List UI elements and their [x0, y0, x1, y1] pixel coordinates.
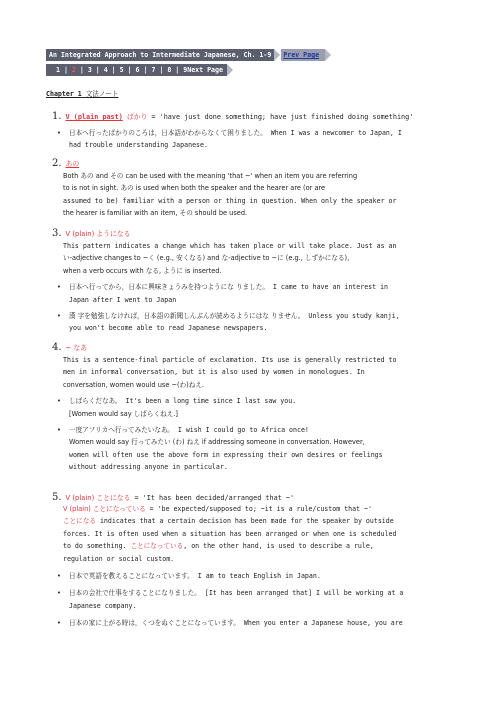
bullet-icon: •	[57, 397, 61, 406]
top-nav	[46, 49, 331, 61]
section-number: 3.	[52, 228, 62, 239]
example-en: I am to teach English in Japan.	[197, 572, 321, 581]
pattern: V (plain) ことになっている	[63, 505, 146, 513]
page-link-1[interactable]: 1	[56, 66, 60, 74]
page-link-3[interactable]: 3	[87, 66, 92, 74]
section-heading	[52, 229, 454, 239]
section-3	[52, 229, 454, 343]
section-number: 2.	[52, 158, 62, 169]
explanation	[63, 170, 454, 220]
meaning: = 'It has been decided/arranged that ~'	[130, 494, 295, 502]
example-en: Unless you study kanji,	[308, 312, 400, 321]
page-link-8[interactable]: 8	[167, 66, 172, 74]
example-jp: 漢 字を勉強しなければ，日本語の新聞しんぶんが読めるようにはな りません。	[69, 312, 305, 321]
bullet-icon: •	[57, 129, 61, 137]
example-jp: 一度アフリカへ行ってみたいなあ。	[69, 426, 174, 435]
bullet-icon: •	[57, 572, 61, 581]
bullet-icon: •	[57, 589, 61, 598]
example-note: without addressing anyone in particular.	[69, 463, 228, 472]
pattern: ことになる	[63, 517, 96, 526]
section-heading	[52, 112, 454, 122]
bullet-icon: •	[57, 619, 61, 628]
line: to do something.	[63, 542, 131, 551]
section-4	[52, 343, 454, 493]
bullet-icon: •	[57, 426, 61, 435]
section-5	[52, 493, 454, 630]
example-en: [It has been arranged that] I will be working at a	[204, 589, 404, 598]
example-en: I came to have an interest in	[272, 283, 389, 292]
line: to is not in sight. あの is used when both the speaker and the hearer are (or are	[63, 184, 326, 193]
page-link-4[interactable]: 4	[103, 66, 108, 74]
line: い-adjective changes to ~く (e.g., 安くなる) and な-adjective to ~に (e.g., しずかになる),	[63, 254, 350, 263]
example-jp: 日本へ行ってから，日本に興味きょうみを持つようにな りました。	[69, 283, 269, 292]
section-2	[52, 159, 454, 229]
section-heading	[52, 343, 454, 353]
example-note: [Women would say しばらくねえ.]	[69, 409, 178, 418]
example-en-cont: Japanese company.	[69, 601, 137, 610]
example-en: It's been a long time since I last saw you.	[125, 397, 297, 406]
example	[57, 281, 454, 306]
section-number: 1.	[52, 111, 62, 122]
example-jp: 日本へ行ったばかりのころは，日本語がわからなくて困りました。	[69, 129, 267, 137]
example	[57, 127, 454, 152]
example-en-cont: Japan after I went to Japan	[69, 295, 177, 304]
meaning: = 'be expected/supposed to; ~it is a rule/custom that ~'	[145, 505, 372, 513]
section-number: 5.	[52, 492, 62, 503]
line: assumed to be) familiar with a person or thing in question. When only the speaker or	[63, 196, 397, 205]
example-note: Women would say 行ってみたい (わ) ねえ if addressing someone in conversation. However,	[69, 438, 365, 447]
example-jp: 日本の会社で仕事をすることになりました。	[69, 589, 201, 598]
line: men in informal conversation, but it is also used by women in monologues. In	[63, 368, 365, 377]
example-jp: しばらくだなあ。	[69, 397, 122, 406]
book-title: An Integrated Approach to Intermediate Japanese, Ch. 1-9	[46, 49, 274, 61]
section-number: 4.	[52, 342, 62, 353]
page-link-2[interactable]: 2	[71, 66, 76, 74]
pattern: V (plain) ようになる	[65, 230, 131, 238]
explanation	[63, 354, 454, 391]
example-en: I wish I could go to Africa once!	[177, 426, 309, 435]
example	[57, 570, 454, 582]
section-heading	[52, 159, 454, 169]
meaning: = 'have just done something; have just finished doing something'	[147, 113, 414, 121]
pattern: ~ なあ	[65, 344, 87, 352]
chapter-heading	[46, 88, 119, 98]
line: , on the other hand, is used to describe a rule,	[183, 542, 374, 551]
example-jp: 日本の家に上がる時は，くつをぬぐことになっています。	[69, 619, 240, 628]
example	[57, 395, 454, 420]
bullet-icon: •	[57, 283, 61, 292]
page-nav	[46, 64, 233, 76]
bullet-icon: •	[57, 312, 61, 321]
line: forces. It is often used when a situation has been arranged or when one is scheduled	[63, 529, 397, 538]
example-en: When I was a newcomer to Japan, I	[270, 129, 402, 137]
line: indicates that a certain decision has been made for the speaker by outside	[95, 517, 394, 526]
prev-page-link[interactable]: Prev Page	[281, 49, 325, 61]
pattern-jp: あの	[65, 160, 80, 168]
arrow-right-icon	[274, 49, 280, 61]
page-link-9[interactable]: 9	[183, 66, 188, 74]
line: This is a sentence-final particle of exclamation. Its use is generally restricted to	[63, 356, 397, 364]
arrow-right-icon	[325, 49, 331, 61]
example	[57, 587, 454, 612]
example-en-cont: had trouble understanding Japanese.	[69, 141, 208, 150]
chapter-notes: 文法ノート	[85, 90, 119, 98]
pattern-jp: ばかり	[126, 113, 148, 121]
section-heading	[52, 493, 454, 503]
example-en-cont: you won't become able to read Japanese newspapers.	[69, 324, 268, 333]
example	[57, 310, 454, 335]
explanation	[63, 240, 454, 277]
pattern: ことになっている	[130, 542, 184, 551]
section-1	[52, 112, 454, 159]
example-en: When you enter a Japanese house, you are	[243, 619, 403, 628]
line: the hearer is familiar with an item, その should be used.	[63, 209, 248, 218]
pattern: V (plain) ことになる	[65, 494, 131, 502]
grammar-notes	[52, 112, 454, 630]
line: when a verb occurs with なる, ように is inserted.	[63, 266, 222, 275]
page-link-5[interactable]: 5	[119, 66, 124, 74]
example-jp: 日本で英語を教えることになっています。	[69, 572, 194, 581]
line: conversation, women would use ~(わ)ねえ.	[63, 380, 205, 389]
example	[57, 617, 454, 629]
pattern: V (plain past)	[65, 113, 123, 121]
page-link-6[interactable]: 6	[135, 66, 140, 74]
chapter-label: Chapter 1	[46, 90, 82, 98]
example	[57, 424, 454, 474]
line: regulation or social custom.	[63, 554, 175, 563]
example-note: women will often use the above form in expressing their own desires or feelings	[69, 450, 383, 459]
page-link-7[interactable]: 7	[151, 66, 156, 74]
page-number-bar: 1 | 2 | 3 | 4 | 5 | 6 | 7 | 8 | 9 Next Page	[46, 64, 227, 76]
next-page-link[interactable]: Next Page	[187, 66, 223, 74]
line: This pattern indicates a change which has taken place or will take place. Just as an	[63, 242, 397, 250]
line: Both あの and その can be used with the meaning 'that ~' when an item you are referring	[63, 172, 358, 180]
explanation	[63, 503, 454, 565]
arrow-right-icon	[227, 64, 233, 76]
